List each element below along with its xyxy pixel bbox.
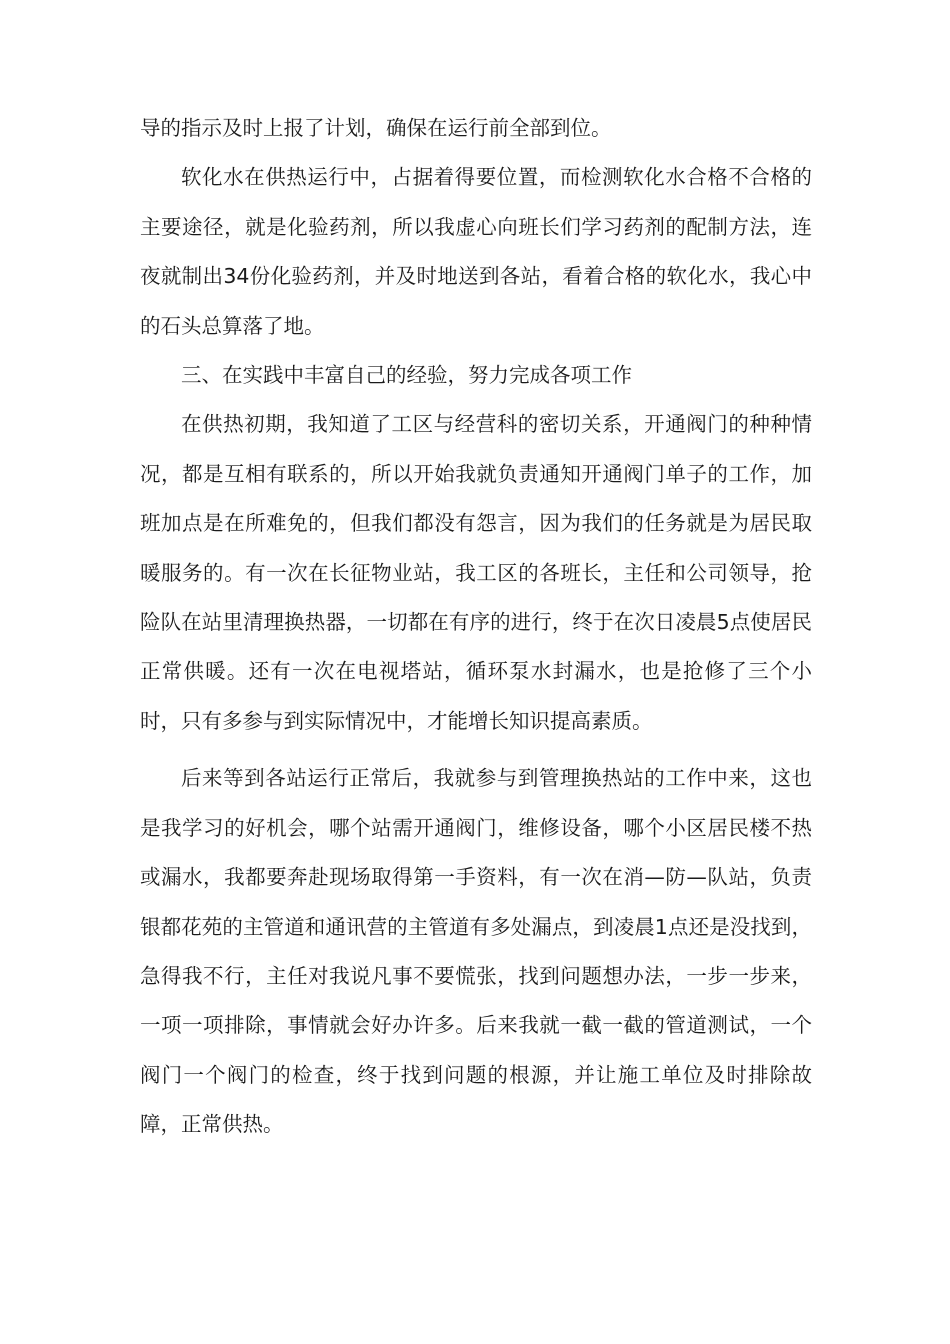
paragraph-continuation: 导的指示及时上报了计划，确保在运行前全部到位。: [140, 116, 612, 140]
paragraph-station-management: 后来等到各站运行正常后，我就参与到管理换热站的工作中来，这也是我学习的好机会，哪个站需开通阀门，维修设备，哪个小区居民楼不热或漏水，我都要奔赴现场取得第一手资料，有一次在消—防—队站，负责银都花苑的主管道和通讯营的主管道有多处漏点，到凌晨1点还是没找到，急得我不行，主任对我说凡事不要慌张，找到问题想办法，一步一步来，一项一项排除，事情就会好办许多。后来我就一截一截的管道测试，一个阀门一个阀门的检查，终于找到问题的根源，并让施工单位及时排除故障，正常供热。: [140, 766, 812, 1137]
paragraph-heating-initial: 在供热初期，我知道了工区与经营科的密切关系，开通阀门的种种情况，都是互相有联系的，所以开始我就负责通知开通阀门单子的工作，加班加点是在所难免的，但我们都没有怨言，因为我们的任务就是为居民取暖服务的。有一次在长征物业站，我工区的各班长，主任和公司领导，抢险队在站里清理换热器，一切都在有序的进行，终于在次日凌晨5点使居民正常供暖。还有一次在电视塔站，循环泵水封漏水，也是抢修了三个小时，只有多参与到实际情况中，才能增长知识提高素质。: [140, 412, 812, 733]
paragraph-softened-water: 软化水在供热运行中，占据着得要位置，而检测软化水合格不合格的主要途径，就是化验药剂，所以我虚心向班长们学习药剂的配制方法，连夜就制出34份化验药剂，并及时地送到各站，看着合格的软化水，我心中的石头总算落了地。: [140, 165, 812, 338]
section-heading-three: 三、在实践中丰富自己的经验，努力完成各项工作: [181, 363, 632, 388]
document-body: [140, 104, 812, 1150]
